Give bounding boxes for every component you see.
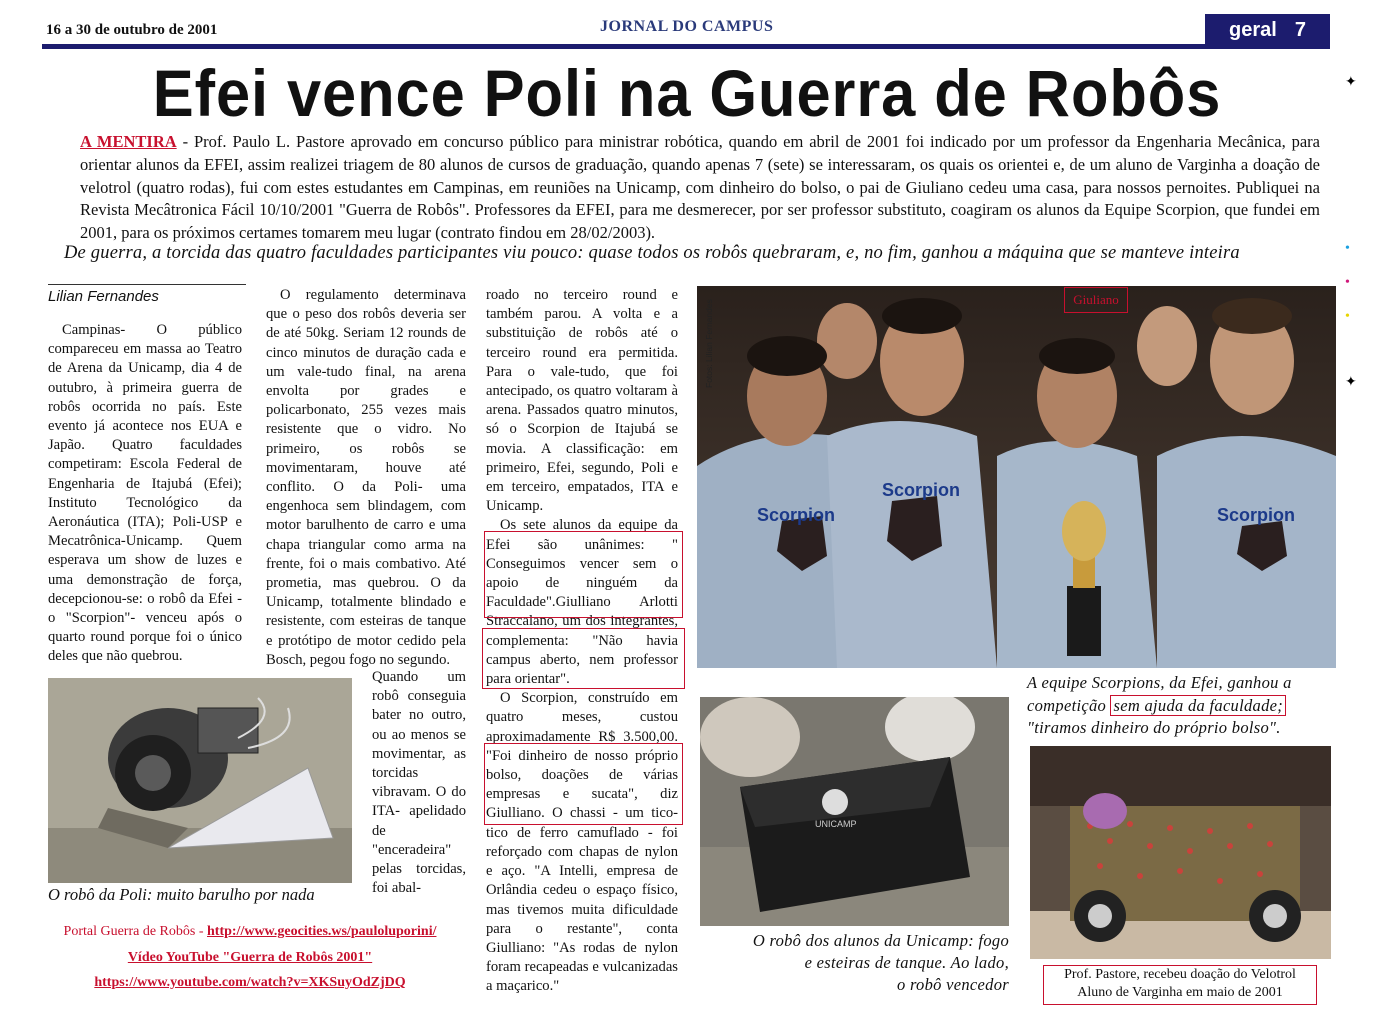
column-2: O regulamento determinava que o peso dos robôs deveria ser de até 50kg. Seriam 12 rounds de cinco minutos de duração cada e um vale-tudo final, na arena envolta por grades e policarbonato, 255 vezes mais resistente que o vidro. No primeiro, os robôs se movimentaram, houve até conflito. O da Poli- uma engenhoca sem blindagem, com motor barulhento de carro e uma chapa triangular como arma na frente, foi o mais combativo. Até prometia, mas quebrou. O da Unicamp, totalmente blindado e resistente, com esteiras de tanque e protótipo de motor cedido pela Bosch, pegou fogo no segundo. (266, 287, 466, 668)
poli-robot-photo (48, 678, 352, 883)
team-photo (697, 286, 1336, 668)
subhead: De guerra, a torcida das quatro faculdades participantes viu pouco: quase todos os robôs quebraram, e, no fim, ganhou a máquina que se manteve inteira (64, 243, 1240, 263)
byline: Lilian Fernandes (48, 288, 159, 305)
team-caption-line-2: competição sem ajuda da faculdade; (1027, 695, 1332, 718)
team-caption-line-3: "tiramos dinheiro do próprio bolso". (1027, 718, 1281, 737)
unicamp-caption-line-2: e esteiras de tanque. Ao lado, (804, 953, 1009, 972)
portal-link[interactable]: http://www.geocities.ws/pauloluporini/ (207, 924, 437, 939)
velotrol-photo (1030, 746, 1331, 959)
youtube-link-line (30, 972, 470, 994)
highlight-box-quote-1 (484, 531, 683, 618)
highlight-box-quote-3 (484, 743, 683, 825)
shirt-text-2: Scorpion (882, 480, 961, 500)
youtube-link[interactable]: https://www.youtube.com/watch?v=XKSuyOdZjDQ (94, 975, 406, 990)
velotrol-caption (1043, 965, 1317, 1005)
shirt-text-3: Scorpion (1217, 505, 1296, 525)
header-rule (42, 44, 1330, 49)
registration-mark-cyan: • (1345, 241, 1350, 256)
registration-mark-magenta: • (1345, 275, 1350, 290)
registration-mark-black: ✦ (1345, 75, 1357, 90)
unicamp-caption (700, 930, 1009, 996)
byline-rule (48, 284, 246, 285)
section-label: geral (1229, 18, 1277, 41)
poli-robot-caption: O robô da Poli: muito barulho por nada (48, 885, 315, 904)
column-3-para-2: Os sete alunos da equipe da Efei são unânimes: " Conseguimos vencer sem o apoio de ninguém da Faculdade".Giulliano Arlotti Straccalano, um dos integrantes, complementa: "Não havia campus aberto, nem professor para orientar". (486, 517, 678, 688)
portal-link-line (30, 921, 470, 943)
highlight-box-quote-2 (482, 628, 685, 689)
video-link-line (30, 947, 470, 969)
unicamp-caption-line-1: O robô dos alunos da Unicamp: fogo (752, 931, 1009, 950)
column-2-continued: Quando um robô conseguia bater no outro, ou ao menos se movimentar, as torcidas vibravam. O do ITA- apelidado de "enceradeira" pelas torcidas, foi abal- (372, 669, 466, 897)
shirt-text-1: Scorpion (757, 505, 836, 525)
giuliano-label: Giuliano (1064, 287, 1128, 313)
team-image (697, 286, 1336, 668)
team-caption-line-1: A equipe Scorpions, da Efei, ganhou a (1027, 673, 1292, 692)
unicamp-caption-line-3: o robô vencedor (896, 975, 1009, 994)
team-caption (1027, 672, 1332, 740)
video-label-link[interactable]: Vídeo YouTube "Guerra de Robôs 2001" (127, 950, 373, 965)
unicamp-plate-text: UNICAMP (815, 819, 857, 829)
intro-text: - Prof. Paulo L. Pastore aprovado em concurso público para ministrar robótica, quando em abril de 2001 foi indicado por um professor da Engenharia Mecânica, para orientar alunos da EFEI, assim realizei triagem de 80 alunos de cursos de graduação, quando apenas 7 (sete) se interessaram, os quais os orientei e, de um aluno de Varginha a doação de velotrol (quatro rodas), fui com estes estudantes em Campinas, em reuniões na Unicamp, com dinheiro do bolso, o pai de Giuliano cedeu uma casa, para nossos pernoites. Publiquei na Revista Mecâtronica Fácil 10/10/2001 "Guerra de Robôs". Professores da EFEI, para me desmerecer, por ser professor substituto, coagiram os alunos da Equipe Scorpion, que fundei em 2001, para os próximos certames tomarem meu lugar (contrato findou em 28/02/2003). (80, 132, 1320, 243)
portal-label: Portal Guerra de Robôs - (63, 924, 207, 939)
velotrol-caption-line-1: Prof. Pastore, recebeu doação do Velotrol (1064, 967, 1296, 982)
photo-credit: Fotos: Lilian Fernandes (704, 299, 714, 388)
unicamp-robot-photo (700, 697, 1009, 926)
intro-paragraph (80, 131, 1320, 245)
registration-mark-black-2: ✦ (1345, 375, 1357, 390)
velotrol-caption-line-2: Aluno de Varginha em maio de 2001 (1077, 985, 1283, 1000)
velotrol-image (1030, 746, 1331, 959)
team-caption-highlight: sem ajuda da faculdade; (1110, 695, 1286, 716)
column-3-para-3: O Scorpion, construído em quatro meses, custou aproximadamente R$ 3.500,00. "Foi dinheiro de nosso próprio bolso, doações de várias empresas e sucata", diz Giulliano. O chassi - um tico-tico de ferro camuflado - foi reforçado com chapas de nylon e aço. "A Intelli, empresa de Orlândia cedeu o espaço físico, mas tivemos muita dificuldade para o restante", conta Giulliano: "As rodas de nylon foram recapeadas e vulcanizadas a maçarico." (486, 690, 678, 995)
poli-robot-image (48, 678, 352, 883)
column-1: Campinas- O público compareceu em massa ao Teatro de Arena da Unicamp, dia 4 de outubro, à primeira guerra de robôs ocorrida no país. Este evento já acontece nos EUA e Japão. Quatro faculdades competiram: Escola Federal de Engenharia de Itajubá (Efei); Instituto Tecnológico da Aeronáutica (ITA); Poli-USP e Mecatrônica-Unicamp. Quem esperava um show de luzes e uma demonstração de força, decepcionou-se: o robô da Efei - o "Scorpion"- venceu após o quarto round porque foi o único deles que não quebrou. (48, 322, 242, 665)
registration-mark-yellow: • (1345, 309, 1350, 324)
issue-date: 16 a 30 de outubro de 2001 (46, 22, 218, 38)
headline: Efei vence Poli na Guerra de Robôs (152, 56, 1222, 130)
journal-name: JORNAL DO CAMPUS (600, 18, 774, 35)
unicamp-robot-image (700, 697, 1009, 926)
page-number: 7 (1294, 18, 1306, 41)
column-3-para-1: roado no terceiro round e também parou. A volta e a substituição de robôs até o terceiro round era permitida. Para o vale-tudo, que foi antecipado, os quatro voltaram à arena. Passados quatro minutos, só o Scorpion de Itajubá se movia. A classificação: em primeiro, Efei, segundo, Poli e em terceiro, empatados, ITA e Unicamp. (486, 287, 678, 515)
intro-highlight: A MENTIRA (80, 132, 177, 151)
section-tab (1205, 14, 1330, 46)
